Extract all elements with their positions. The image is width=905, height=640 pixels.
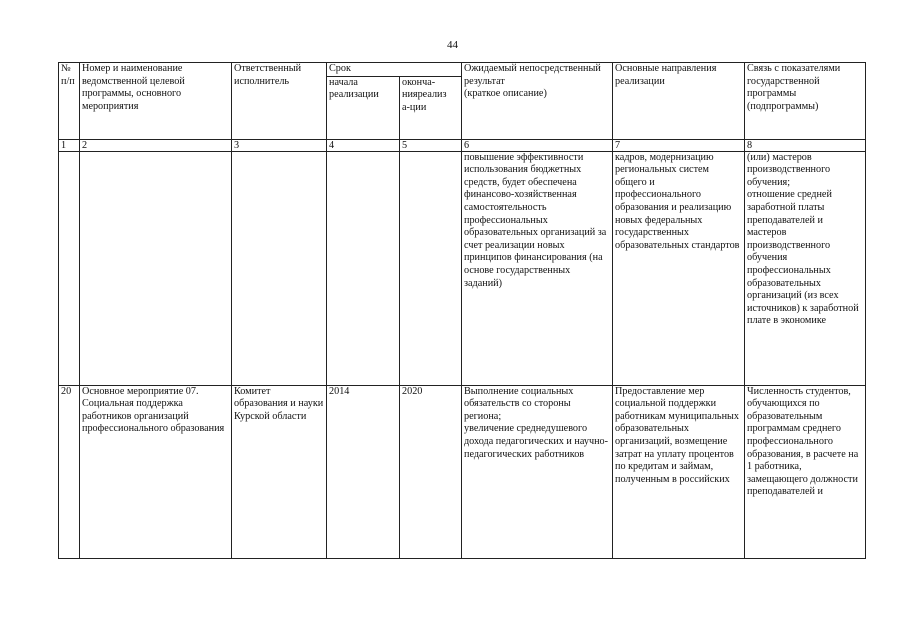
header-name: Номер и наименование ведомственной целевой программы, основного мероприятия (80, 63, 232, 140)
program-table (58, 62, 866, 559)
row-start: 2014 (327, 385, 400, 558)
column-number: 3 (232, 139, 327, 151)
header-link: Связь с показателями государственной программы (подпрограммы) (745, 63, 866, 140)
column-number: 8 (745, 139, 866, 151)
header-end: оконча- нияреализ а-ции (400, 76, 462, 139)
row-end (400, 151, 462, 385)
row-result: Выполнение социальных обязательств со стороны региона; увеличение среднедушевого дохода педагогических и научно-педагогических работников (462, 385, 613, 558)
row-name: Основное мероприятие 07. Социальная поддержка работников организаций профессионального образования (80, 385, 232, 558)
row-link: (или) мастеров производственного обучения; отношение средней заработной платы преподавателей и мастеров производственного обучения профессиональных образовательных организаций (из всех источников) к заработной плате в экономике (745, 151, 866, 385)
row-directions: кадров, модернизацию региональных систем общего и профессионального образования и реализацию новых федеральных государственных образовательных стандартов (613, 151, 745, 385)
row-num (59, 151, 80, 385)
row-directions: Предоставление мер социальной поддержки работникам муниципальных образовательных организаций, возмещение затрат на уплату процентов по кредитам и займам, полученным в российских (613, 385, 745, 558)
table-row (59, 385, 866, 558)
column-number: 2 (80, 139, 232, 151)
column-number: 7 (613, 139, 745, 151)
row-name (80, 151, 232, 385)
header-directions: Основные направления реализации (613, 63, 745, 140)
row-link: Численность студентов, обучающихся по образовательным программам среднего профессионального образования, в расчете на 1 работника, замещающего должности преподавателей и (745, 385, 866, 558)
page-number: 44 (447, 39, 458, 51)
header-num: № п/п (59, 63, 80, 140)
column-number: 5 (400, 139, 462, 151)
row-num: 20 (59, 385, 80, 558)
column-number: 1 (59, 139, 80, 151)
row-start (327, 151, 400, 385)
row-end: 2020 (400, 385, 462, 558)
header-row-1 (59, 63, 866, 77)
header-responsible: Ответственный исполнитель (232, 63, 327, 140)
column-number-row (59, 139, 866, 151)
row-result: повышение эффективности использования бюджетных средств, будет обеспечена финансово-хозяйственная самостоятельность профессиональных образовательных организаций за счет реализации новых принципов финансирования (на основе государственных заданий) (462, 151, 613, 385)
table-row (59, 151, 866, 385)
row-responsible (232, 151, 327, 385)
row-responsible: Комитет образования и науки Курской области (232, 385, 327, 558)
header-start: начала реализации (327, 76, 400, 139)
column-number: 4 (327, 139, 400, 151)
column-number: 6 (462, 139, 613, 151)
header-result: Ожидаемый непосредственный результат (краткое описание) (462, 63, 613, 140)
header-term: Срок (327, 63, 462, 77)
